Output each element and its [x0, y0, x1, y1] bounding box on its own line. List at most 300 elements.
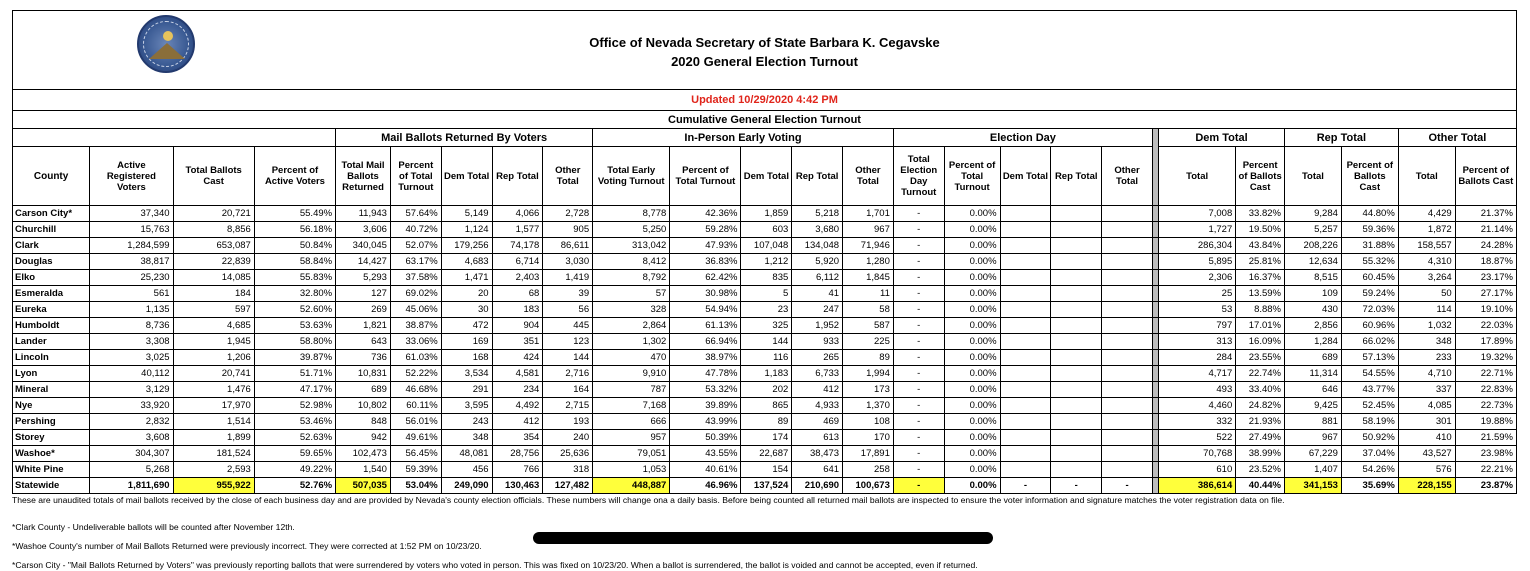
table-cell: 318: [543, 462, 593, 478]
table-cell: 3,680: [792, 222, 843, 238]
table-cell: 643: [336, 334, 391, 350]
table-cell: 933: [792, 334, 843, 350]
table-cell: 507,035: [336, 478, 391, 494]
table-row: [13, 286, 1517, 302]
table-cell: 9,284: [1285, 206, 1342, 222]
table-cell: 154: [741, 462, 792, 478]
table-cell: 202: [741, 382, 792, 398]
col-county: County: [13, 147, 90, 206]
table-cell: 74,178: [492, 238, 543, 254]
table-cell: 47.78%: [670, 366, 741, 382]
table-cell: 56.18%: [254, 222, 335, 238]
table-row: [13, 446, 1517, 462]
table-cell: 47.17%: [254, 382, 335, 398]
table-cell: 1,577: [492, 222, 543, 238]
table-cell: 1,471: [441, 270, 492, 286]
table-cell: 52.45%: [1341, 398, 1398, 414]
table-cell: 10,831: [336, 366, 391, 382]
table-cell: 27.17%: [1455, 286, 1516, 302]
table-cell: 386,614: [1159, 478, 1236, 494]
table-cell: 4,066: [492, 206, 543, 222]
table-cell: -: [893, 286, 944, 302]
table-cell: 44.80%: [1341, 206, 1398, 222]
table-cell: [1000, 286, 1051, 302]
table-cell: 52.22%: [390, 366, 441, 382]
table-cell: 354: [492, 430, 543, 446]
table-cell: 5,920: [792, 254, 843, 270]
table-cell: [1051, 430, 1102, 446]
table-cell: 4,492: [492, 398, 543, 414]
table-cell: 17,891: [843, 446, 894, 462]
table-cell: 5,293: [336, 270, 391, 286]
table-cell: 60.96%: [1341, 318, 1398, 334]
table-cell: 22,839: [173, 254, 254, 270]
table-cell: 60.11%: [390, 398, 441, 414]
table-cell: 8,856: [173, 222, 254, 238]
redaction-bar: [533, 532, 993, 544]
table-cell: 17.01%: [1236, 318, 1285, 334]
table-cell: 11,314: [1285, 366, 1342, 382]
clark-note: *Clark County - Undeliverable ballots will be counted after November 12th.: [12, 522, 295, 532]
table-cell: [1102, 286, 1153, 302]
table-cell: 40,112: [90, 366, 173, 382]
table-cell: 24.28%: [1455, 238, 1516, 254]
table-cell: 59.65%: [254, 446, 335, 462]
table-cell: 20: [441, 286, 492, 302]
table-cell: 52.07%: [390, 238, 441, 254]
table-cell: 1,183: [741, 366, 792, 382]
table-cell: [1000, 302, 1051, 318]
table-cell: [1051, 286, 1102, 302]
table-cell: 249,090: [441, 478, 492, 494]
table-cell: 127: [336, 286, 391, 302]
table-cell: 3,308: [90, 334, 173, 350]
table-cell: 1,419: [543, 270, 593, 286]
table-cell: 955,922: [173, 478, 254, 494]
table-cell: 2,864: [593, 318, 670, 334]
table-cell: 58.80%: [254, 334, 335, 350]
col-eday-pct: Percent of Total Turnout: [944, 147, 1000, 206]
table-cell: 63.17%: [390, 254, 441, 270]
table-cell: 54.55%: [1341, 366, 1398, 382]
table-cell: 56.01%: [390, 414, 441, 430]
table-cell: 174: [741, 430, 792, 446]
table-cell: 445: [543, 318, 593, 334]
table-cell: 22.74%: [1236, 366, 1285, 382]
table-cell: 2,728: [543, 206, 593, 222]
table-cell: [1000, 462, 1051, 478]
table-cell: 184: [173, 286, 254, 302]
table-cell: [1051, 366, 1102, 382]
table-cell: 27.49%: [1236, 430, 1285, 446]
col-early-pct: Percent of Total Turnout: [670, 147, 741, 206]
col-early-total: Total Early Voting Turnout: [593, 147, 670, 206]
table-cell: 597: [173, 302, 254, 318]
table-cell: 1,302: [593, 334, 670, 350]
table-cell: 9,910: [593, 366, 670, 382]
table-cell: [1000, 414, 1051, 430]
col-mail-total: Total Mail Ballots Returned: [336, 147, 391, 206]
table-cell: 243: [441, 414, 492, 430]
table-cell: 33,920: [90, 398, 173, 414]
table-cell: -: [1051, 478, 1102, 494]
table-cell: 337: [1398, 382, 1455, 398]
table-cell: [1000, 318, 1051, 334]
col-dem-pct: Percent of Ballots Cast: [1236, 147, 1285, 206]
county-name: White Pine: [13, 462, 90, 478]
table-cell: 54.94%: [670, 302, 741, 318]
table-cell: 38.97%: [670, 350, 741, 366]
table-cell: 53.63%: [254, 318, 335, 334]
table-cell: 1,135: [90, 302, 173, 318]
table-cell: [1051, 254, 1102, 270]
table-cell: 613: [792, 430, 843, 446]
table-cell: [1051, 206, 1102, 222]
report-header: [12, 10, 1517, 89]
table-cell: 576: [1398, 462, 1455, 478]
table-cell: 21.93%: [1236, 414, 1285, 430]
table-cell: 286,304: [1159, 238, 1236, 254]
table-cell: 43.55%: [670, 446, 741, 462]
table-cell: 116: [741, 350, 792, 366]
table-row: [13, 414, 1517, 430]
table-cell: [1000, 446, 1051, 462]
table-cell: 4,717: [1159, 366, 1236, 382]
col-mail-rep: Rep Total: [492, 147, 543, 206]
table-cell: 86,611: [543, 238, 593, 254]
col-rep-pct: Percent of Ballots Cast: [1341, 147, 1398, 206]
table-cell: 4,683: [441, 254, 492, 270]
table-cell: 1,284: [1285, 334, 1342, 350]
table-cell: 4,581: [492, 366, 543, 382]
table-cell: 666: [593, 414, 670, 430]
table-cell: 341,153: [1285, 478, 1342, 494]
table-cell: [1102, 350, 1153, 366]
table-cell: 181,524: [173, 446, 254, 462]
county-name: Carson City*: [13, 206, 90, 222]
col-early-dem: Dem Total: [741, 147, 792, 206]
table-cell: 225: [843, 334, 894, 350]
county-name: Statewide: [13, 478, 90, 494]
table-cell: 45.06%: [390, 302, 441, 318]
washoe-note: *Washoe County's number of Mail Ballots Returned were previously incorrect. They were corrected at 1:52 PM on 10/23/20.: [12, 541, 482, 551]
table-cell: 24.82%: [1236, 398, 1285, 414]
table-cell: 2,715: [543, 398, 593, 414]
table-cell: 1,872: [1398, 222, 1455, 238]
table-cell: 0.00%: [944, 334, 1000, 350]
table-cell: 469: [792, 414, 843, 430]
table-cell: 19.32%: [1455, 350, 1516, 366]
table-cell: -: [893, 446, 944, 462]
table-cell: 23.17%: [1455, 270, 1516, 286]
table-cell: 56.45%: [390, 446, 441, 462]
table-cell: [1000, 334, 1051, 350]
table-cell: 269: [336, 302, 391, 318]
statewide-row: [13, 478, 1517, 494]
table-cell: 49.22%: [254, 462, 335, 478]
table-cell: 653,087: [173, 238, 254, 254]
table-cell: -: [893, 222, 944, 238]
table-cell: 736: [336, 350, 391, 366]
table-cell: 430: [1285, 302, 1342, 318]
col-total-ballots: Total Ballots Cast: [173, 147, 254, 206]
table-cell: 957: [593, 430, 670, 446]
table-row: [13, 254, 1517, 270]
table-cell: 59.28%: [670, 222, 741, 238]
table-cell: 5: [741, 286, 792, 302]
table-cell: 158,557: [1398, 238, 1455, 254]
table-cell: 179,256: [441, 238, 492, 254]
table-cell: 52.60%: [254, 302, 335, 318]
table-cell: 265: [792, 350, 843, 366]
table-cell: [1000, 398, 1051, 414]
table-cell: 351: [492, 334, 543, 350]
table-cell: 62.42%: [670, 270, 741, 286]
table-cell: 23.98%: [1455, 446, 1516, 462]
table-cell: [1102, 366, 1153, 382]
table-cell: 942: [336, 430, 391, 446]
table-cell: 0.00%: [944, 254, 1000, 270]
col-eday-total: Total Election Day Turnout: [893, 147, 944, 206]
table-cell: 0.00%: [944, 478, 1000, 494]
table-cell: 168: [441, 350, 492, 366]
table-cell: 233: [1398, 350, 1455, 366]
table-cell: 39.89%: [670, 398, 741, 414]
table-row: [13, 462, 1517, 478]
table-cell: 137,524: [741, 478, 792, 494]
table-cell: 40.72%: [390, 222, 441, 238]
table-cell: 43.77%: [1341, 382, 1398, 398]
table-cell: 881: [1285, 414, 1342, 430]
table-cell: 37.58%: [390, 270, 441, 286]
table-cell: 1,476: [173, 382, 254, 398]
table-cell: 0.00%: [944, 238, 1000, 254]
table-cell: [1051, 414, 1102, 430]
table-cell: 107,048: [741, 238, 792, 254]
table-cell: 6,112: [792, 270, 843, 286]
table-cell: 0.00%: [944, 270, 1000, 286]
table-cell: 1,811,690: [90, 478, 173, 494]
table-cell: 56: [543, 302, 593, 318]
table-cell: [1000, 270, 1051, 286]
table-cell: 3,595: [441, 398, 492, 414]
table-cell: 247: [792, 302, 843, 318]
table-cell: -: [893, 382, 944, 398]
table-cell: 766: [492, 462, 543, 478]
table-cell: 313,042: [593, 238, 670, 254]
table-cell: 7,168: [593, 398, 670, 414]
table-cell: 108: [843, 414, 894, 430]
table-cell: 12,634: [1285, 254, 1342, 270]
table-cell: 33.82%: [1236, 206, 1285, 222]
table-cell: 5,149: [441, 206, 492, 222]
table-cell: 1,053: [593, 462, 670, 478]
table-cell: [1000, 222, 1051, 238]
table-cell: 424: [492, 350, 543, 366]
table-cell: 8,736: [90, 318, 173, 334]
table-cell: 42.36%: [670, 206, 741, 222]
table-cell: 17,970: [173, 398, 254, 414]
table-cell: 967: [1285, 430, 1342, 446]
table-cell: 102,473: [336, 446, 391, 462]
table-cell: 610: [1159, 462, 1236, 478]
table-cell: -: [893, 414, 944, 430]
table-cell: 109: [1285, 286, 1342, 302]
table-cell: 0.00%: [944, 414, 1000, 430]
col-early-rep: Rep Total: [792, 147, 843, 206]
county-name: Nye: [13, 398, 90, 414]
col-active-voters: Active Registered Voters: [90, 147, 173, 206]
table-cell: 52.63%: [254, 430, 335, 446]
table-cell: 8.88%: [1236, 302, 1285, 318]
table-cell: 144: [543, 350, 593, 366]
table-cell: 68: [492, 286, 543, 302]
table-row: [13, 398, 1517, 414]
table-cell: 30.98%: [670, 286, 741, 302]
table-cell: 38,817: [90, 254, 173, 270]
table-cell: 40.61%: [670, 462, 741, 478]
table-cell: 25,636: [543, 446, 593, 462]
table-cell: [1000, 382, 1051, 398]
turnout-report: [12, 10, 1517, 494]
table-cell: 13.59%: [1236, 286, 1285, 302]
table-cell: [1051, 270, 1102, 286]
table-cell: 39: [543, 286, 593, 302]
table-cell: 50.92%: [1341, 430, 1398, 446]
carson-note: *Carson City - "Mail Ballots Returned by Voters" was previously reporting ballots that were surrendered by voters who voted in person. This was fixed on 10/23/20. When a ballot is surrendered, the ballot is voided and cannot be accepted, even if returned.: [12, 560, 978, 570]
table-cell: 61.03%: [390, 350, 441, 366]
table-cell: -: [893, 334, 944, 350]
table-cell: 689: [1285, 350, 1342, 366]
table-cell: 0.00%: [944, 302, 1000, 318]
table-cell: 21.14%: [1455, 222, 1516, 238]
table-cell: 36.83%: [670, 254, 741, 270]
table-cell: 472: [441, 318, 492, 334]
table-cell: 23.55%: [1236, 350, 1285, 366]
group-rep-total: Rep Total: [1285, 129, 1399, 147]
table-cell: 3,264: [1398, 270, 1455, 286]
table-cell: 39.87%: [254, 350, 335, 366]
table-cell: 25: [1159, 286, 1236, 302]
table-cell: 1,845: [843, 270, 894, 286]
table-cell: 38.87%: [390, 318, 441, 334]
table-cell: 1,124: [441, 222, 492, 238]
county-name: Mineral: [13, 382, 90, 398]
table-cell: 4,710: [1398, 366, 1455, 382]
table-cell: 2,716: [543, 366, 593, 382]
table-cell: 38.99%: [1236, 446, 1285, 462]
table-cell: [1102, 414, 1153, 430]
table-cell: 22.71%: [1455, 366, 1516, 382]
table-cell: 71,946: [843, 238, 894, 254]
table-cell: 183: [492, 302, 543, 318]
table-cell: 22.21%: [1455, 462, 1516, 478]
table-cell: 0.00%: [944, 206, 1000, 222]
updated-timestamp: Updated 10/29/2020 4:42 PM: [13, 90, 1517, 111]
table-cell: 6,714: [492, 254, 543, 270]
table-cell: 1,206: [173, 350, 254, 366]
table-cell: 53.46%: [254, 414, 335, 430]
table-cell: 1,701: [843, 206, 894, 222]
table-cell: 410: [1398, 430, 1455, 446]
table-cell: -: [1102, 478, 1153, 494]
table-cell: [1102, 462, 1153, 478]
table-cell: -: [893, 350, 944, 366]
table-cell: 8,412: [593, 254, 670, 270]
table-cell: 134,048: [792, 238, 843, 254]
table-cell: 57.64%: [390, 206, 441, 222]
table-cell: [1102, 206, 1153, 222]
table-cell: 325: [741, 318, 792, 334]
table-cell: 6,733: [792, 366, 843, 382]
table-cell: 835: [741, 270, 792, 286]
table-cell: 19.10%: [1455, 302, 1516, 318]
table-row: [13, 222, 1517, 238]
table-cell: 412: [492, 414, 543, 430]
table-cell: 144: [741, 334, 792, 350]
table-cell: 55.32%: [1341, 254, 1398, 270]
table-cell: 169: [441, 334, 492, 350]
table-cell: 0.00%: [944, 318, 1000, 334]
table-cell: 2,832: [90, 414, 173, 430]
table-cell: 1,859: [741, 206, 792, 222]
county-name: Washoe*: [13, 446, 90, 462]
table-cell: 33.40%: [1236, 382, 1285, 398]
table-row: [13, 366, 1517, 382]
table-cell: 240: [543, 430, 593, 446]
table-cell: 0.00%: [944, 398, 1000, 414]
table-cell: [1051, 398, 1102, 414]
table-cell: 1,952: [792, 318, 843, 334]
table-cell: 8,515: [1285, 270, 1342, 286]
table-cell: -: [893, 462, 944, 478]
table-row: [13, 206, 1517, 222]
table-cell: 57.13%: [1341, 350, 1398, 366]
col-dem-total: Total: [1159, 147, 1236, 206]
table-cell: -: [893, 238, 944, 254]
county-name: Storey: [13, 430, 90, 446]
table-cell: 456: [441, 462, 492, 478]
table-cell: 11,943: [336, 206, 391, 222]
table-cell: 72.03%: [1341, 302, 1398, 318]
table-cell: -: [893, 366, 944, 382]
table-row: [13, 430, 1517, 446]
table-cell: 797: [1159, 318, 1236, 334]
table-cell: 11: [843, 286, 894, 302]
table-cell: 164: [543, 382, 593, 398]
disclaimer-note: These are unaudited totals of mail ballots received by the close of each business day and are provided by Nevada's county election officials. These numbers will change ona a daily basis. Before being counted all returned mail ballots are inspected to ensure the voter information and signature matches the voter registration data on file.: [12, 495, 1285, 505]
table-cell: 641: [792, 462, 843, 478]
table-cell: [1051, 462, 1102, 478]
table-cell: 15,763: [90, 222, 173, 238]
table-cell: 60.45%: [1341, 270, 1398, 286]
table-cell: 0.00%: [944, 286, 1000, 302]
table-cell: 22,687: [741, 446, 792, 462]
table-cell: 493: [1159, 382, 1236, 398]
table-cell: 689: [336, 382, 391, 398]
table-cell: 4,685: [173, 318, 254, 334]
table-cell: -: [893, 302, 944, 318]
table-cell: 967: [843, 222, 894, 238]
table-cell: 43.84%: [1236, 238, 1285, 254]
table-cell: [1000, 350, 1051, 366]
table-cell: 58: [843, 302, 894, 318]
table-cell: 340,045: [336, 238, 391, 254]
table-cell: 865: [741, 398, 792, 414]
table-cell: 22.03%: [1455, 318, 1516, 334]
table-cell: 25,230: [90, 270, 173, 286]
group-early-voting: In-Person Early Voting: [593, 129, 894, 147]
